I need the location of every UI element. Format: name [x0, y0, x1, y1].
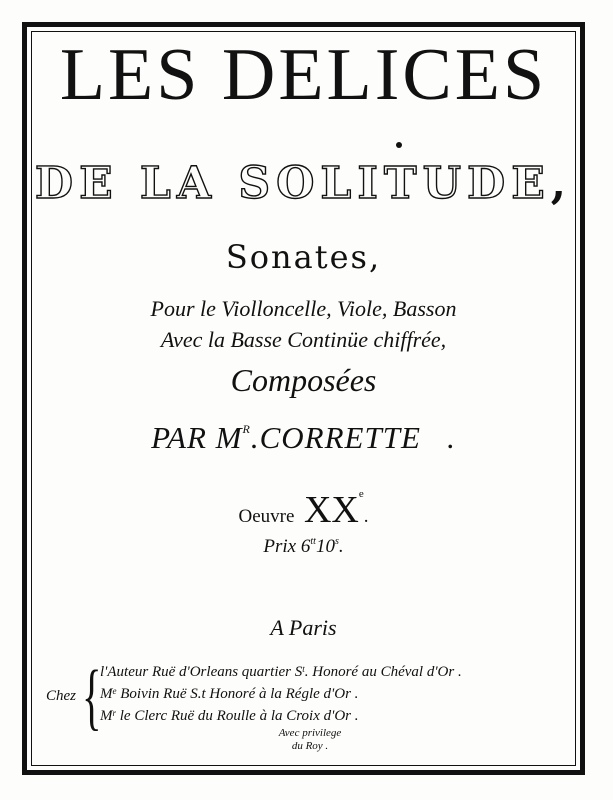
title-line-2-comma: ,	[550, 158, 573, 209]
publisher-3-sup: r	[112, 708, 117, 718]
publisher-3-text-b: le Clerc Ruë du Roulle à la Croix d'Or .	[116, 708, 359, 724]
subtitle: Sonates,	[225, 238, 382, 276]
composer-prefix: PAR M	[151, 420, 243, 455]
opus-end-dot: .	[363, 506, 369, 527]
ornament-dot	[396, 142, 402, 148]
price-line: Prix $6^{tt}10^s$.	[263, 536, 344, 557]
instruments-line-2: Avec la Basse Continüe chiffrée,	[160, 327, 447, 352]
title-line-2-text: DE LA SOLITUDE	[34, 158, 551, 209]
publisher-1-text-b: . Honoré au Chéval d'Or .	[304, 664, 462, 680]
publisher-1-text-a: l'Auteur Ruë d'Orleans quartier S	[100, 664, 303, 680]
publisher-3-text-a: M	[100, 708, 113, 724]
opus-suffix: e	[358, 488, 364, 500]
privilege-line-2: du Roy .	[291, 740, 329, 752]
price-label: Prix 6	[263, 536, 311, 557]
publisher-line-3	[100, 708, 359, 725]
publishers-label: Chez	[46, 688, 76, 704]
price-sup-2: s	[334, 536, 339, 547]
publisher-1-sup: t	[302, 664, 305, 674]
title-line-2	[31, 158, 576, 209]
price-sup-1: tt	[310, 536, 316, 547]
brace-icon: {	[82, 656, 102, 738]
composed-label: Composées	[230, 362, 377, 398]
opus-line	[31, 488, 576, 532]
publisher-line-1	[100, 664, 462, 681]
instruments-line-1: Pour le Violloncelle, Viole, Basson	[150, 296, 457, 321]
privilege-line-1: Avec privilege	[278, 727, 342, 739]
publisher-2-sup: e	[112, 686, 117, 696]
publisher-line-2	[100, 686, 358, 703]
composer-line	[31, 420, 576, 456]
place-line: A Paris	[270, 615, 337, 640]
price-amount: 10	[315, 536, 335, 557]
composer-name: .CORRETTE	[250, 420, 421, 455]
opus-number: XX	[303, 489, 359, 531]
composer-superscript: R	[242, 422, 251, 436]
publisher-2-text-a: M	[100, 686, 113, 702]
opus-label: Oeuvre	[238, 506, 295, 527]
publisher-2-text-b: Boivin Ruë S.t Honoré à la Régle d'Or .	[116, 686, 359, 702]
title-line-1: LES DELICES	[59, 34, 548, 116]
composer-end-dot: .	[447, 420, 456, 455]
